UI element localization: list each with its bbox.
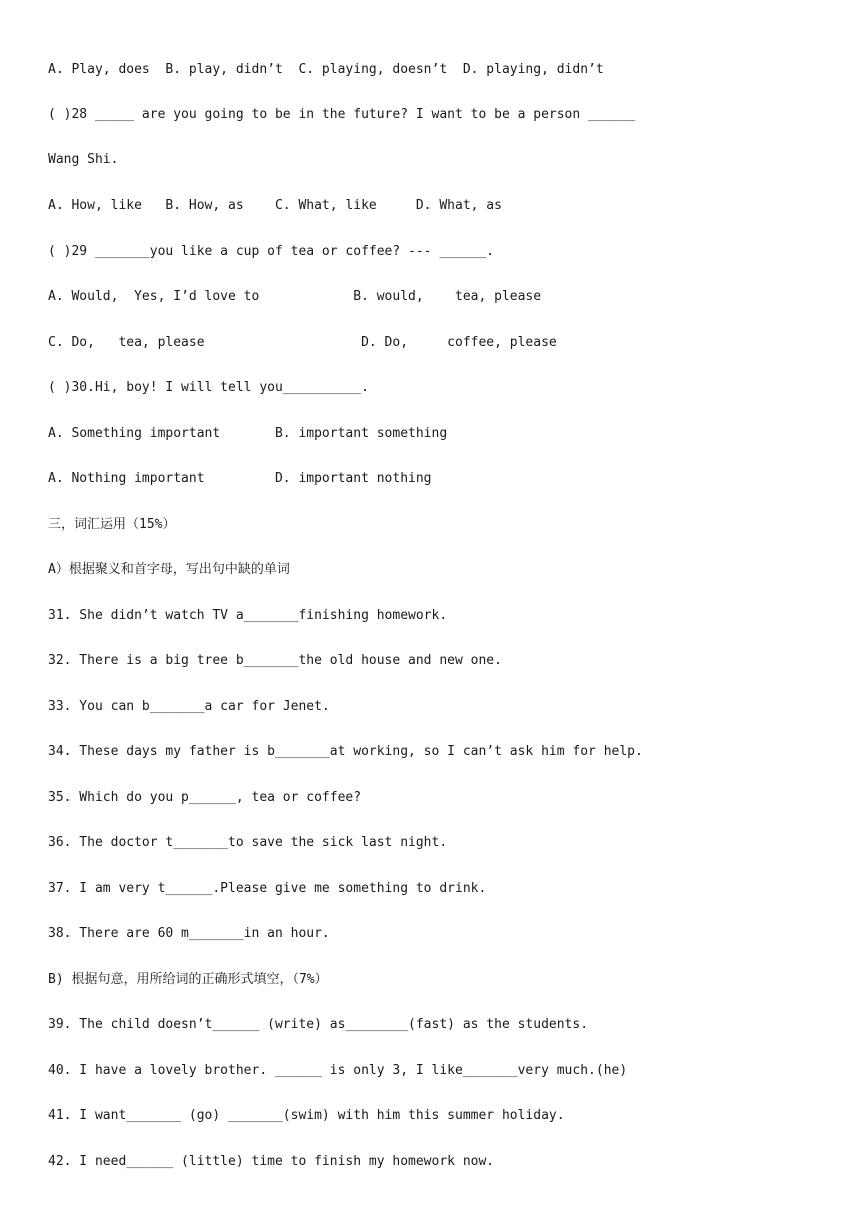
q34: 34. These days my father is b_______at working, so I can’t ask him for help. bbox=[48, 744, 643, 759]
section-3b-instruction: B) 根据句意，用所给词的正确形式填空，（7%） bbox=[48, 972, 328, 987]
q30-options-ab: A. Something important B. important something bbox=[48, 426, 448, 441]
q35: 35. Which do you p______, tea or coffee? bbox=[48, 790, 362, 805]
q39: 39. The child doesn’t______ (write) as________(fast) as the students. bbox=[48, 1017, 589, 1032]
section-3a-instruction: A）根据聚义和首字母，写出句中缺的单词 bbox=[48, 562, 290, 577]
q28-question-continued: Wang Shi. bbox=[48, 152, 119, 167]
q42: 42. I need______ (little) time to finish my homework now. bbox=[48, 1154, 495, 1169]
q29-options-cd: C. Do, tea, please D. Do, coffee, please bbox=[48, 335, 557, 350]
q41: 41. I want_______ (go) _______(swim) with him this summer holiday. bbox=[48, 1108, 565, 1123]
q38: 38. There are 60 m_______in an hour. bbox=[48, 926, 330, 941]
q40: 40. I have a lovely brother. ______ is only 3, I like_______very much.(he) bbox=[48, 1063, 628, 1078]
q37: 37. I am very t______.Please give me something to drink. bbox=[48, 881, 487, 896]
q27-options: A. Play, does B. play, didn’t C. playing, doesn’t D. playing, didn’t bbox=[48, 62, 604, 77]
q36: 36. The doctor t_______to save the sick last night. bbox=[48, 835, 448, 850]
q31: 31. She didn’t watch TV a_______finishing homework. bbox=[48, 608, 448, 623]
q30-question: ( )30.Hi, boy! I will tell you__________. bbox=[48, 380, 369, 395]
q28-question: ( )28 _____ are you going to be in the future? I want to be a person ______ bbox=[48, 107, 635, 122]
q28-options: A. How, like B. How, as C. What, like D. What, as bbox=[48, 198, 502, 213]
q30-options-cd: A. Nothing important D. important nothing bbox=[48, 471, 432, 486]
q32: 32. There is a big tree b_______the old house and new one. bbox=[48, 653, 502, 668]
q29-question: ( )29 _______you like a cup of tea or coffee? --- ______. bbox=[48, 244, 495, 259]
section-3-heading: 三，词汇运用（15%） bbox=[48, 517, 176, 532]
q29-options-ab: A. Would, Yes, I’d love to B. would, tea, please bbox=[48, 289, 542, 304]
q33: 33. You can b_______a car for Jenet. bbox=[48, 699, 330, 714]
